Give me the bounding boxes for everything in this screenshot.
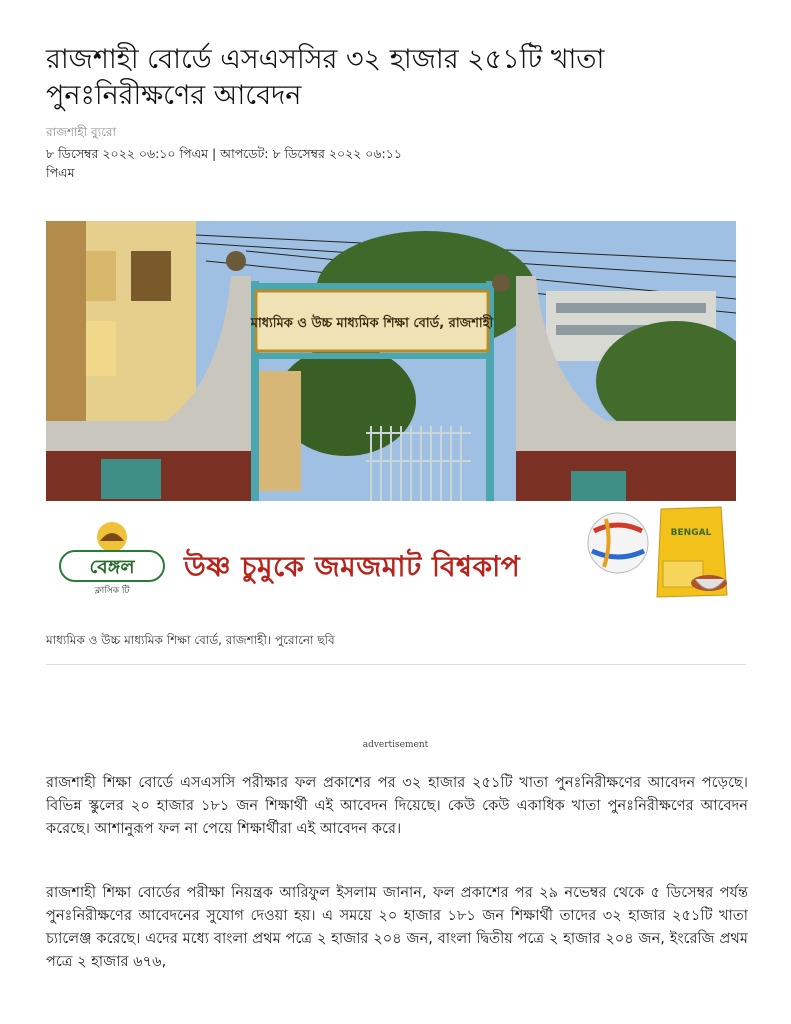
- article-paragraph: রাজশাহী শিক্ষা বোর্ডের পরীক্ষা নিয়ন্ত্রক আরিফুল ইসলাম জানান, ফল প্রকাশের পর ২৯ নভেম্বর থেকে ৫ ডিসেম্বর পর্যন্ত পুনঃনিরীক্ষণের আবেদনের সুযোগ দেওয়া হয়। এ সময়ে ২০ হাজার ১৮১ জন শিক্ষার্থী তাদের ৩২ হাজার ২৫১টি খাতা চ্যালেঞ্জ করেছে। এদের মধ্যে বাংলা প্রথম পত্রে ২ হাজার ২০৪ জন, বাংলা দ্বিতীয় পত্রে ২ হাজার ২০৪ জন, ইংরেজি প্রথম পত্রে ২ হাজার ৬৭৬,: [46, 884, 748, 970]
- advertisement-label: advertisement: [362, 740, 429, 750]
- ad-pack-label: BENGAL: [670, 528, 712, 538]
- ad-banner[interactable]: [46, 501, 736, 614]
- hero-image: [46, 221, 736, 614]
- ad-brand-sub: ক্লাসিক টি: [94, 586, 130, 596]
- article-paragraph: রাজশাহী শিক্ষা বোর্ডে এসএসসি পরীক্ষার ফল প্রকাশের পর ৩২ হাজার ২৫১টি খাতা পুনঃনিরীক্ষণের আবেদন পড়েছে। বিভিন্ন স্কুলের ২০ হাজার ১৮১ জন শিক্ষার্থী এই আবেদন দিয়েছে। কেউ কেউ একাধিক খাতা পুনঃনিরীক্ষণের আবেদন করেছে। আশানুরূপ ফল না পেয়ে শিক্ষার্থীরা এই আবেদন করে।: [46, 774, 748, 837]
- article-headline: রাজশাহী বোর্ডে এসএসসির ৩২ হাজার ২৫১টি খাতা পুনঃনিরীক্ষণের আবেদন: [46, 44, 605, 111]
- gate-sign: মাধ্যমিক ও উচ্চ মাধ্যমিক শিক্ষা বোর্ড, রাজশাহী: [250, 316, 494, 331]
- bengal-logo: [56, 519, 168, 597]
- image-caption: মাধ্যমিক ও উচ্চ মাধ্যমিক শিক্ষা বোর্ড, রাজশাহী। পুরোনো ছবি: [46, 633, 335, 647]
- article-byline[interactable]: রাজশাহী ব্যুরো: [46, 125, 117, 139]
- ad-slogan: উষ্ণ চুমুকে জমজমাট বিশ্বকাপ: [184, 550, 521, 583]
- football-icon: [586, 511, 650, 575]
- article-dateline: ৮ ডিসেম্বর ২০২২ ০৬:১০ পিএম | আপডেট: ৮ ডিসেম্বর ২০২২ ০৬:১১ পিএম: [46, 146, 402, 180]
- tea-pack-icon: [651, 505, 731, 605]
- divider: [46, 664, 746, 665]
- ad-brand: বেঙ্গল: [89, 556, 135, 578]
